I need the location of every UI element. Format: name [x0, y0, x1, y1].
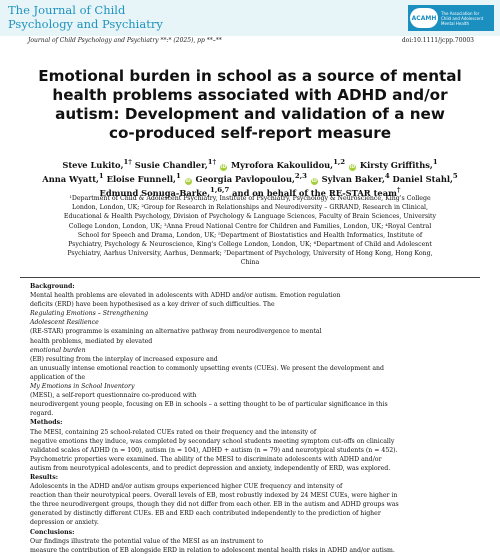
section-label: Conclusions:	[30, 528, 75, 536]
author-affil: 5	[452, 171, 458, 180]
abstract-line: reaction than their neurotypical peers. Overall levels of EB, most robustly indexed by 24 MESI CUEs, were higher in	[30, 492, 398, 500]
abstract-text: Mental health problems are elevated in adolescents with ADHD and/or autism. Emotion regulation	[30, 292, 341, 300]
affiliation-line: Psychiatry, Aarhus University, Aarhus, Denmark; ⁷Department of Psychology, University of Hong Kong, Hong Kong,	[67, 250, 433, 258]
author-affil: †	[396, 185, 401, 194]
journal-title-line: The Journal of Child	[8, 3, 126, 17]
author-name[interactable]: Steve Lukito,	[62, 159, 124, 170]
author-affil: 1†	[123, 158, 132, 166]
abstract-text: (RE-STAR) programme is examining an alternative pathway from neurodivergence to mental	[30, 328, 322, 336]
author-affil: 1	[432, 158, 438, 166]
author-list	[20, 157, 480, 198]
abstract-line: negative emotions they induce, was completed by secondary school students meeting symptom cut-offs on clinically	[30, 437, 395, 445]
abstract-text: deficits (ERD) have been hypothesised as a key driver of such difficulties. The	[30, 301, 275, 309]
author-name[interactable]: Daniel Stahl,	[389, 173, 453, 184]
title-line: health problems associated with ADHD and/or	[52, 86, 448, 104]
author-group: and on behalf of the RE-STAR team	[229, 187, 397, 198]
abstract-text: The MESI, containing 25 school-related CUEs rated on their frequency and the intensity of	[30, 428, 317, 436]
orcid-icon[interactable]: iD	[220, 164, 227, 170]
orcid-icon[interactable]: iD	[185, 178, 191, 184]
affiliation-line: China	[240, 259, 260, 267]
abstract-line: measure the contribution of EB alongside ERD in relation to adolescent mental health risks in ADHD and/or autism.	[30, 546, 395, 554]
orcid-icon[interactable]: iD	[311, 178, 317, 184]
acamh-logo-icon: ACAMH	[410, 8, 438, 28]
section-label: Results:	[30, 473, 59, 481]
abstract-text: (EB) resulting from the interplay of increased exposure and	[30, 355, 218, 363]
orcid-icon[interactable]: iD	[349, 164, 356, 170]
abstract-text: application of the	[30, 373, 85, 381]
title-line: Emotional burden in school as a source of mental	[38, 67, 462, 85]
article-title	[20, 67, 480, 143]
author-affil: 2,3	[294, 171, 307, 180]
abstract-line	[30, 473, 470, 491]
citation-line: Journal of Child Psychology and Psychiatry **:* (2025), pp **–**	[28, 37, 222, 44]
affiliation-line: Psychiatry, Psychology & Neuroscience, King's College London, London, UK; ⁶Department of Child and Adolescent	[68, 241, 432, 249]
author-name[interactable]: Georgia Pavlopoulou,	[192, 173, 295, 184]
abstract	[30, 282, 470, 555]
author-name[interactable]: Susie Chandler,	[131, 159, 208, 170]
author-name[interactable]: Eloise Funnell,	[103, 173, 176, 184]
journal-title[interactable]	[8, 3, 163, 31]
author-affil: 1†	[207, 158, 217, 166]
abstract-line: an unusually intense emotional reaction to commonly upsetting events (CUEs). We present the development and	[30, 364, 384, 372]
author-affil: 1,2	[333, 158, 346, 166]
author-name[interactable]: Sylvan Baker,	[318, 173, 385, 184]
abstract-italic: My Emotions in School Inventory	[30, 383, 135, 391]
abstract-line: Psychometric properties were examined. The ability of the MESI to discriminate adolescents with ADHD and/or	[30, 455, 382, 463]
author-affil: 1,6,7	[210, 185, 230, 194]
journal-title-line: Psychology and Psychiatry	[8, 17, 163, 31]
affiliation-line: London, London, UK; ²Group for Research in Relationships and Neurodiversity – GRRAND, Research in Clinical,	[71, 204, 429, 212]
author-name[interactable]: Edmund Sonuga-Barke,	[99, 187, 211, 198]
abstract-line: autism from neurotypical adolescents, and to predict depression and anxiety, independently of ERD, was explored.	[30, 464, 391, 472]
affiliation-line: College London, London, UK; ³Anna Freud National Centre for Children and Families, London, UK; ⁴Royal Central	[68, 222, 432, 230]
abstract-line: the three neurodivergent groups, though they did not differ from each other. EB in the autism and ADHD groups was	[30, 501, 399, 509]
abstract-divider	[20, 277, 480, 278]
author-line	[20, 157, 480, 171]
affiliation-line: ¹Department of Child & Adolescent Psychiatry, Institute of Psychiatry, Psychology & Neuroscience, King's College	[69, 195, 431, 202]
abstract-line	[30, 409, 470, 436]
abstract-line	[30, 300, 470, 318]
abstract-line: neurodivergent young people, focusing on EB in schools – a setting thought to be of particular significance in this	[30, 401, 388, 409]
title-line: autism: Development and validation of a new	[55, 105, 445, 123]
abstract-line: validated scales of ADHD (n = 100), autism (n = 104), ADHD + autism (n = 79) and neurotypical students (n = 452).	[30, 446, 398, 454]
abstract-italic: Adolescent Resilience	[30, 319, 99, 327]
affiliations	[20, 194, 480, 268]
publisher-logo[interactable]	[408, 5, 494, 31]
affiliation-line: School for Speech and Drama, London, UK; ⁵Department of Biostatistics and Health Informatics, Institute of	[77, 231, 423, 239]
abstract-line: generated by distinctly different CUEs. EB and ERD each contributed independently to the prediction of higher	[30, 510, 381, 518]
author-line	[20, 171, 480, 185]
author-affil: 4	[384, 171, 390, 180]
abstract-text: Adolescents in the ADHD and/or autism groups experienced higher CUE frequency and intensity of	[30, 483, 343, 491]
abstract-text: regard.	[30, 410, 54, 418]
abstract-line	[30, 518, 470, 545]
abstract-text: (MESI), a self-report questionnaire co-produced with	[30, 392, 197, 400]
author-affil: 1	[175, 171, 181, 180]
abstract-text: Our findings illustrate the potential value of the MESI as an instrument to	[30, 537, 264, 545]
author-name[interactable]: Kirsty Griffiths,	[356, 159, 433, 170]
abstract-line	[30, 337, 470, 364]
affiliation-line: Educational & Health Psychology, Division of Psychology & Language Sciences, Faculty of Brain Sciences, University	[63, 213, 437, 221]
doi-link[interactable]: doi:10.1111/jcpp.70003	[401, 37, 474, 44]
abstract-italic: Regulating Emotions – Strengthening	[30, 310, 149, 318]
section-label: Methods:	[30, 419, 63, 427]
abstract-line	[30, 318, 470, 336]
abstract-text: depression or anxiety.	[30, 519, 99, 527]
abstract-text: health problems, mediated by elevated	[30, 337, 153, 345]
author-name[interactable]: Myrofora Kakoulidou,	[228, 159, 334, 170]
abstract-line	[30, 373, 470, 400]
author-affil: 1	[98, 171, 104, 180]
abstract-line	[30, 282, 470, 300]
section-label: Background:	[30, 283, 75, 290]
publisher-name: The Association for Child and Adolescent Mental Health	[441, 10, 484, 26]
title-line: co-produced self-report measure	[108, 124, 392, 142]
author-name[interactable]: Anna Wyatt,	[42, 173, 99, 184]
abstract-italic: emotional burden	[30, 346, 86, 354]
